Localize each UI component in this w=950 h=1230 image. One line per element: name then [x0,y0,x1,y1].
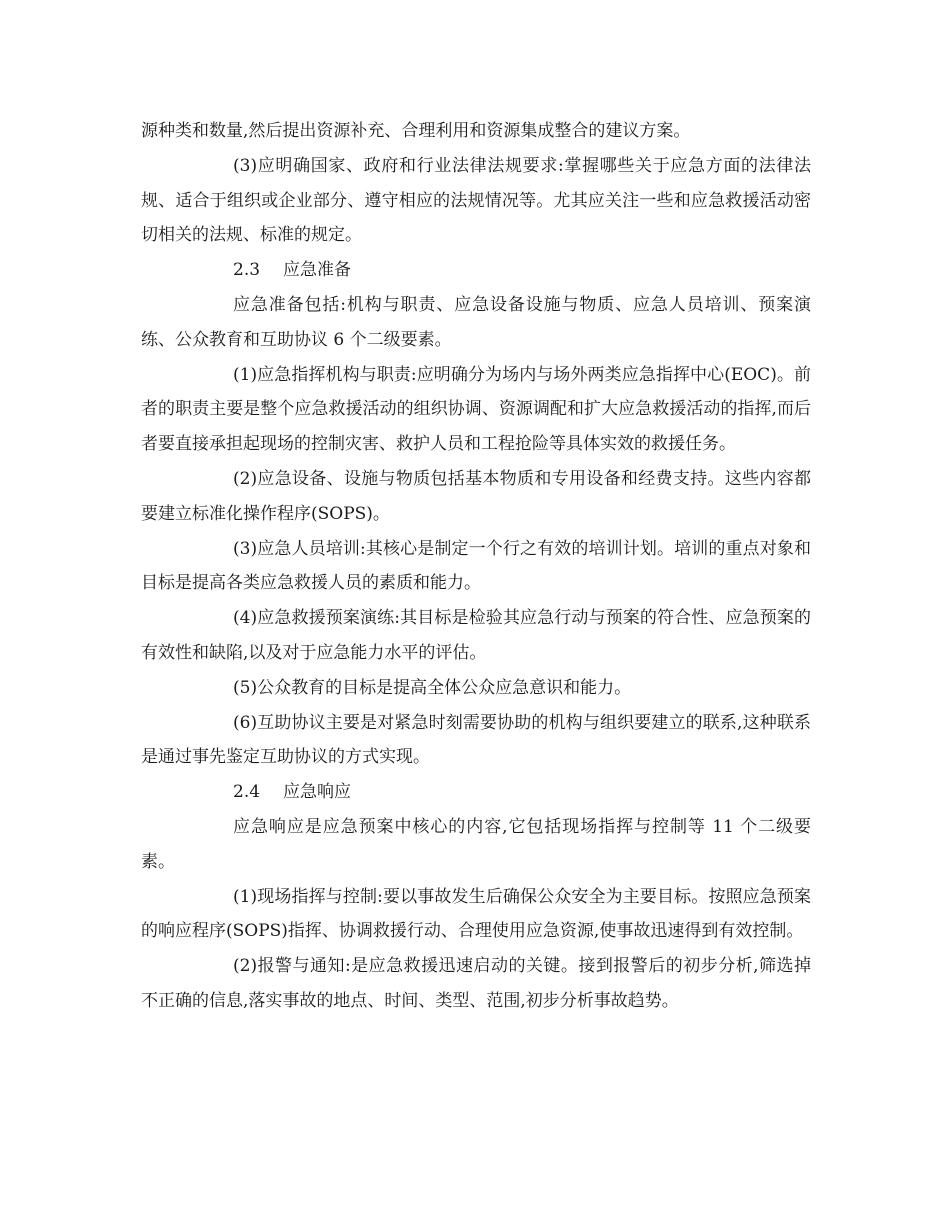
paragraph-training: (3)应急人员培训:其核心是制定一个行之有效的培训计划。培训的重点对象和目标是提高各类应急救援人员的素质和能力。 [141,538,811,594]
paragraph-alarm-notification: (2)报警与通知:是应急救援迅速启动的关键。接到报警后的初步分析,筛选掉不正确的信息,落实事故的地点、时间、类型、范围,初步分析事故趋势。 [141,956,811,1011]
document-page [141,114,811,1019]
paragraph-equipment: (2)应急设备、设施与物质包括基本物质和专用设备和经费支持。这些内容都要建立标准化操作程序(SOPS)。 [141,468,811,524]
paragraph-mutual-aid: (6)互助协议主要是对紧急时刻需要协助的机构与组织要建立的联系,这种联系是通过事先鉴定互助协议的方式实现。 [141,712,811,768]
section-title: 应急准备 [283,260,351,281]
paragraph-preparedness-intro: 应急准备包括:机构与职责、应急设备设施与物质、应急人员培训、预案演练、公众教育和互助协议 6 个二级要素。 [141,294,811,350]
paragraph-command-structure: (1)应急指挥机构与职责:应明确分为场内与场外两类应急指挥中心(EOC)。前者的职责主要是整个应急救援活动的组织协调、资源调配和扩大应急救援活动的指挥,而后者要直接承担起现场的控制灾害、救护人员和工程抢险等具体实效的救援任务。 [141,364,811,455]
section-title: 应急响应 [283,782,351,803]
section-heading-2-4 [141,775,811,810]
section-heading-2-3 [141,253,811,288]
paragraph-onsite-command: (1)现场指挥与控制:要以事故发生后确保公众安全为主要目标。按照应急预案的响应程序(SOPS)指挥、协调救援行动、合理使用应急资源,使事故迅速得到有效控制。 [141,886,811,942]
paragraph-continuation: 源种类和数量,然后提出资源补充、合理利用和资源集成整合的建议方案。 [141,121,691,141]
paragraph-public-education: (5)公众教育的目标是提高全体公众应急意识和能力。 [233,677,632,698]
section-number: 2.3 [233,260,261,281]
paragraph-response-intro: 应急响应是应急预案中核心的内容,它包括现场指挥与控制等 11 个二级要素。 [141,816,811,872]
paragraph-legal-requirements: (3)应明确国家、政府和行业法律法规要求:掌握哪些关于应急方面的法律法规、适合于组织或企业部分、遵守相应的法规情况等。尤其应关注一些和应急救援活动密切相关的法规、标准的规定。 [141,155,811,246]
section-number: 2.4 [233,782,261,803]
paragraph-drills: (4)应急救援预案演练:其目标是检验其应急行动与预案的符合性、应急预案的有效性和缺陷,以及对于应急能力水平的评估。 [141,608,811,663]
